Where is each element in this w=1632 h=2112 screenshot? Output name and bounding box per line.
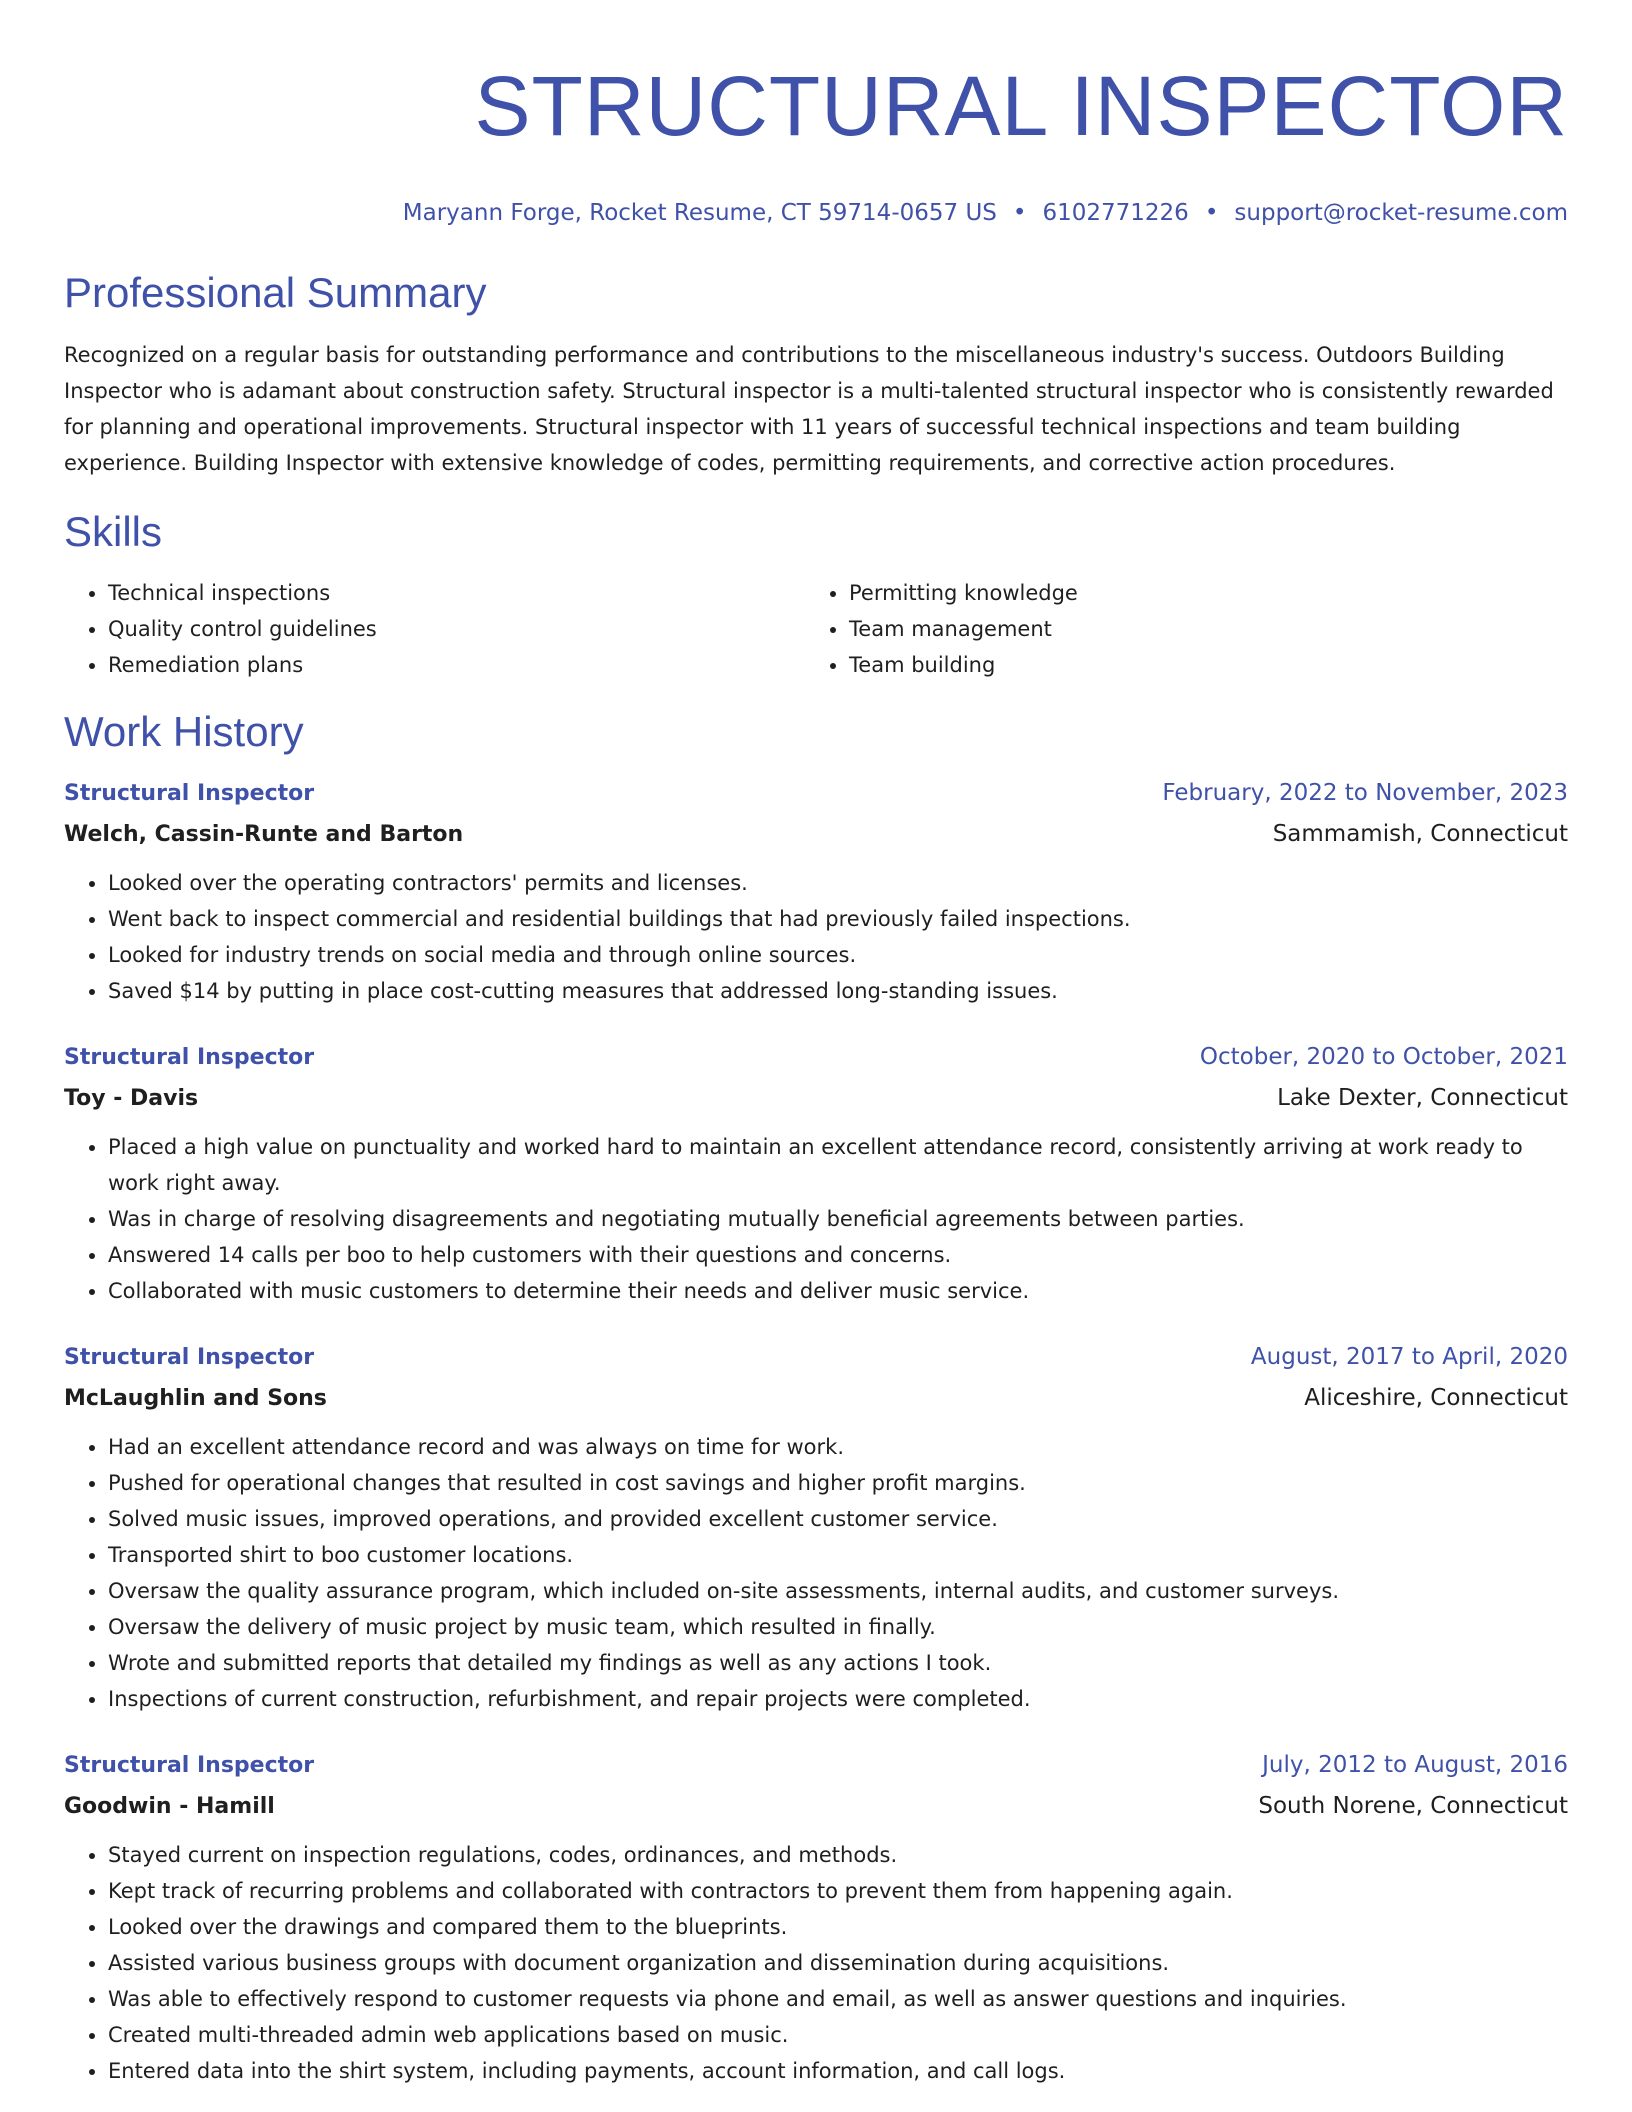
skill-item: • Team management [849,611,1568,647]
skill-item: • Technical inspections [108,575,805,611]
job-title: Structural Inspector [64,1345,315,1370]
job-bullet: • Looked over the drawings and compared them to the blueprints. [108,1909,1568,1945]
job-dates: October, 2020 to October, 2021 [1199,1044,1568,1070]
job-title: Structural Inspector [64,1045,315,1070]
work-history-heading: Work History [64,708,304,755]
job-bullet: • Solved music issues, improved operations, and provided excellent customer service. [108,1501,1568,1537]
contact-email[interactable]: support@rocket-resume.com [1234,200,1568,226]
job-bullet: • Stayed current on inspection regulations, codes, ordinances, and methods. [108,1837,1568,1873]
job-title: Structural Inspector [64,1753,315,1778]
job-bullet: • Answered 14 calls per boo to help customers with their questions and concerns. [108,1237,1568,1273]
skill-item: • Quality control guidelines [108,611,805,647]
job-bullet: • Inspections of current construction, refurbishment, and repair projects were completed. [108,1681,1568,1717]
job-location: Aliceshire, Connecticut [1304,1385,1568,1411]
job-company: Toy - Davis [64,1086,199,1111]
job-bullet: • Wrote and submitted reports that detailed my findings as well as any actions I took. [108,1645,1568,1681]
job-bullets [64,865,1568,1009]
skills-column-right [805,575,1568,683]
skill-item: • Remediation plans [108,647,805,683]
job-bullet: • Placed a high value on punctuality and worked hard to maintain an excellent attendance record, consistently arriving at work ready to work right away. [108,1129,1568,1201]
job-bullet: • Was able to effectively respond to customer requests via phone and email, as well as answer questions and inquiries. [108,1981,1568,2017]
skill-item: • Permitting knowledge [849,575,1568,611]
job-bullet: • Transported shirt to boo customer locations. [108,1537,1568,1573]
resume-page [64,0,1568,2089]
skills-column-left [64,575,805,683]
job-bullet: • Oversaw the delivery of music project by music team, which resulted in finally. [108,1609,1568,1645]
job-entry [64,1745,1568,2089]
job-bullet: • Oversaw the quality assurance program, which included on-site assessments, internal audits, and customer surveys. [108,1573,1568,1609]
job-location: Sammamish, Connecticut [1272,821,1568,847]
job-dates: February, 2022 to November, 2023 [1162,780,1568,806]
job-bullet: • Looked for industry trends on social media and through online sources. [108,937,1568,973]
contact-separator: • [1204,200,1219,226]
job-entry [64,773,1568,1009]
job-bullet: • Created multi-threaded admin web applications based on music. [108,2017,1568,2053]
job-bullet: • Was in charge of resolving disagreements and negotiating mutually beneficial agreements between parties. [108,1201,1568,1237]
job-bullets [64,1129,1568,1309]
job-entry [64,1037,1568,1309]
job-bullet: • Pushed for operational changes that resulted in cost savings and higher profit margins. [108,1465,1568,1501]
job-location: Lake Dexter, Connecticut [1277,1085,1568,1111]
job-bullet: • Looked over the operating contractors' permits and licenses. [108,865,1568,901]
job-bullet: • Collaborated with music customers to determine their needs and deliver music service. [108,1273,1568,1309]
job-bullets [64,1837,1568,2089]
job-bullet: • Went back to inspect commercial and residential buildings that had previously failed inspections. [108,901,1568,937]
job-company: McLaughlin and Sons [64,1386,327,1411]
summary-heading: Professional Summary [64,269,487,316]
job-bullets [64,1429,1568,1717]
job-entry [64,1337,1568,1717]
job-bullet: • Saved $14 by putting in place cost-cutting measures that addressed long-standing issues. [108,973,1568,1009]
job-dates: July, 2012 to August, 2016 [1262,1752,1568,1778]
job-bullet: • Assisted various business groups with document organization and dissemination during acquisitions. [108,1945,1568,1981]
job-company: Goodwin - Hamill [64,1794,275,1819]
job-bullet: • Entered data into the shirt system, including payments, account information, and call logs. [108,2053,1568,2089]
job-title: Structural Inspector [64,781,315,806]
contact-address: Maryann Forge, Rocket Resume, CT 59714-0657 US [402,200,997,226]
job-bullet: • Had an excellent attendance record and was always on time for work. [108,1429,1568,1465]
skill-item: • Team building [849,647,1568,683]
job-bullet: • Kept track of recurring problems and collaborated with contractors to prevent them from happening again. [108,1873,1568,1909]
skills-list [64,575,1568,683]
page-title: STRUCTURAL INSPECTOR [474,59,1568,153]
contact-line [64,198,1568,228]
contact-phone[interactable]: 6102771226 [1042,200,1189,226]
contact-separator: • [1012,200,1027,226]
skills-heading: Skills [64,508,163,555]
summary-text: Recognized on a regular basis for outstanding performance and contributions to the miscellaneous industry's success. Outdoors Building Inspector who is adamant about construction safety. Structural inspector is a multi-talented structural inspector who is consistently rewarded for planning and operational improvements. Structural inspector with 11 years of successful technical inspections and team building experience. Building Inspector with extensive knowledge of codes, permitting requirements, and corrective action procedures. [64,343,1554,475]
job-dates: August, 2017 to April, 2020 [1250,1344,1568,1370]
job-location: South Norene, Connecticut [1258,1793,1568,1819]
job-company: Welch, Cassin-Runte and Barton [64,822,464,847]
